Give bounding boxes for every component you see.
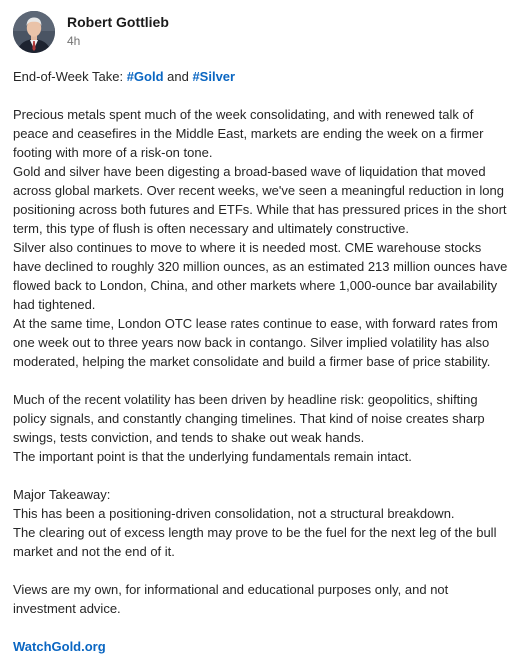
post-timestamp: 4h bbox=[67, 34, 81, 48]
author-header bbox=[13, 11, 169, 55]
author-meta bbox=[67, 11, 169, 49]
post-paragraph: The important point is that the underlying fundamentals remain intact. bbox=[13, 449, 412, 464]
post-paragraph: Silver also continues to move to where it is needed most. CME warehouse stocks have declined to roughly 320 million ounces, as an estimated 213 million ounces have flowed back to London, China, and other markets where 1,000-ounce bar availability had tightened. bbox=[13, 240, 508, 312]
intro-and: and bbox=[163, 69, 193, 84]
hashtag-gold[interactable]: #Gold bbox=[126, 69, 164, 84]
intro-prefix: End-of-Week Take: bbox=[13, 69, 127, 84]
post-link-line bbox=[13, 637, 511, 656]
paragraph-gap bbox=[13, 371, 511, 390]
post-paragraph: Major Takeaway: bbox=[13, 487, 111, 502]
post-paragraph: Precious metals spent much of the week consolidating, and with renewed talk of peace and ceasefires in the Middle East, markets are ending the week on a firmer footing with more of a risk-on tone. bbox=[13, 107, 484, 160]
post-paragraph: The clearing out of excess length may prove to be the fuel for the next leg of the bull market and not the end of it. bbox=[13, 525, 497, 559]
watchgold-link[interactable]: WatchGold.org bbox=[13, 639, 106, 654]
post-paragraph: Much of the recent volatility has been driven by headline risk: geopolitics, shifting policy signals, and constantly changing timelines. That kind of noise creates sharp swings, tests conviction, and tends to shake out weak hands. bbox=[13, 392, 485, 445]
paragraph-gap bbox=[13, 618, 511, 637]
post-disclaimer: Views are my own, for informational and educational purposes only, and not investment advice. bbox=[13, 582, 449, 616]
author-name[interactable]: Robert Gottlieb bbox=[67, 14, 169, 30]
post-paragraph: Gold and silver have been digesting a broad-based wave of liquidation that moved across global markets. Over recent weeks, we've seen a meaningful reduction in long positioning across both futures and ETFs. While that has pressured prices in the short term, this type of flush is often necessary and ultimately constructive. bbox=[13, 164, 507, 236]
post-intro bbox=[13, 67, 511, 86]
paragraph-gap bbox=[13, 466, 511, 485]
post-paragraph: This has been a positioning-driven consolidation, not a structural breakdown. bbox=[13, 506, 455, 521]
hashtag-silver[interactable]: #Silver bbox=[192, 69, 236, 84]
paragraph-gap bbox=[13, 561, 511, 580]
person-avatar-icon[interactable] bbox=[13, 11, 55, 53]
post-body bbox=[13, 67, 511, 656]
post-paragraph: At the same time, London OTC lease rates continue to ease, with forward rates from one week out to three years now back in contango. Silver implied volatility has also moderated, helping the market consolidate and build a firmer base of price stability. bbox=[13, 316, 498, 369]
paragraph-gap bbox=[13, 86, 511, 105]
